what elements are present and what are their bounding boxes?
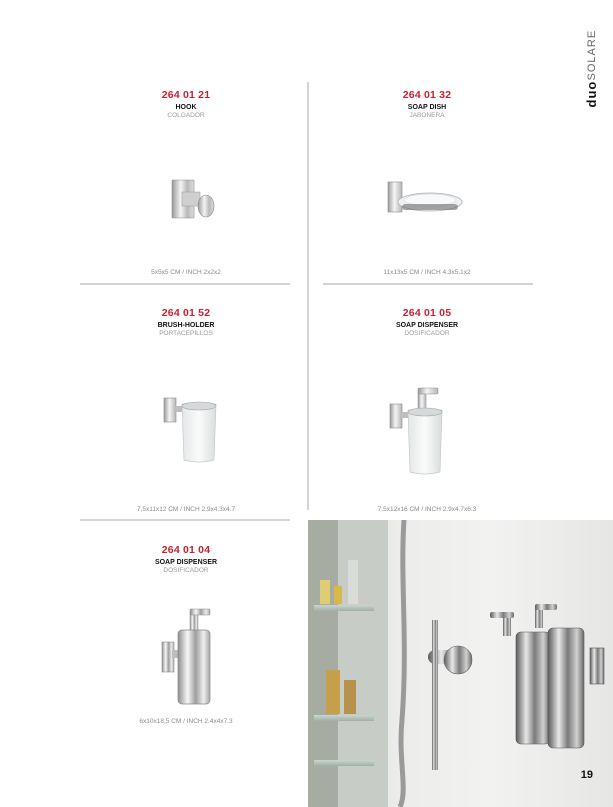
product-size: 7,5x11x12 CM / INCH 2.9x4.3x4.7 <box>136 506 236 513</box>
horizontal-divider-left-1 <box>80 283 290 285</box>
product-code: 264 01 05 <box>402 307 452 319</box>
product-size: 7,5x12x16 CM / INCH 2.9x4.7x6.3 <box>377 506 477 513</box>
brand-name: duo <box>584 80 599 108</box>
product-name-es: COLGADOR <box>167 112 205 119</box>
soap-dish-image <box>386 178 468 218</box>
product-size: 11x13x5 CM / INCH 4.3x5.1x2 <box>383 269 471 276</box>
page-number: 19 <box>580 769 593 781</box>
product-name: HOOK <box>175 104 197 111</box>
product-name: BRUSH-HOLDER <box>157 322 215 329</box>
product-code: 264 01 32 <box>402 89 452 101</box>
hook-image <box>168 176 218 222</box>
product-name: SOAP DISPENSER <box>154 559 218 566</box>
product-code: 264 01 04 <box>161 544 211 556</box>
product-hook <box>86 89 286 119</box>
product-code: 264 01 21 <box>161 89 211 101</box>
bathroom-photo <box>308 520 613 807</box>
product-name-es: DOSIFICADOR <box>163 567 209 574</box>
brush-holder-image <box>162 392 222 466</box>
product-size: 5x5x5 CM / INCH 2x2x2 <box>151 269 221 276</box>
brand-label <box>584 30 599 107</box>
brand-series: SOLARE <box>586 30 598 81</box>
soap-dispenser-chrome-image <box>160 604 222 708</box>
product-name: SOAP DISH <box>407 104 447 111</box>
product-soap-dispenser-chrome <box>86 544 286 574</box>
horizontal-divider-right-1 <box>323 283 533 285</box>
soap-dispenser-frosted-image <box>388 382 450 476</box>
product-soap-dispenser-frosted <box>327 307 527 337</box>
product-brush-holder <box>86 307 286 337</box>
vertical-divider <box>307 82 309 510</box>
product-code: 264 01 52 <box>161 307 211 319</box>
product-soap-dish <box>327 89 527 119</box>
product-name-es: JABONERA <box>409 112 445 119</box>
product-size: 6x10x18,5 CM / INCH 2.4x4x7.3 <box>139 718 233 725</box>
product-name-es: DOSIFICADOR <box>404 330 450 337</box>
bathroom-photo-illustration <box>308 520 613 807</box>
horizontal-divider-left-2 <box>80 519 290 521</box>
product-name-es: PORTACEPILLOS <box>159 330 213 337</box>
product-name: SOAP DISPENSER <box>395 322 459 329</box>
